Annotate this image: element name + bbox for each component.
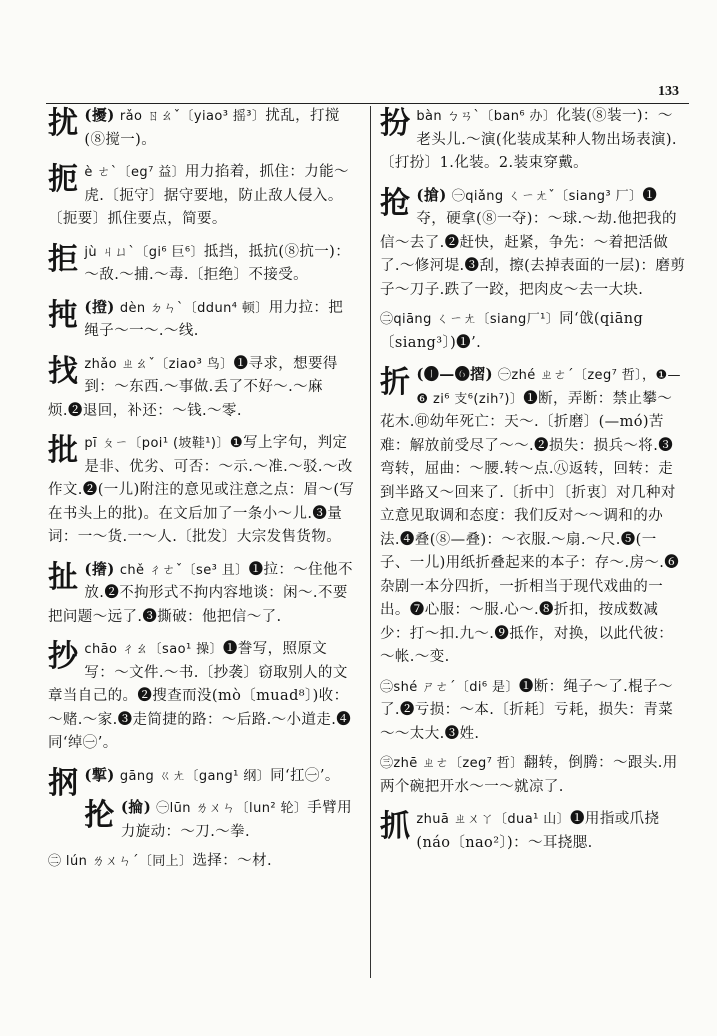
entry-headword: 找: [48, 353, 79, 389]
entry-pronunciation: ㊀zhé ㄓㄜˊ〔zeg⁷ 哲〕，❶—❻ zi⁶ 支⁶(zih⁷)〕: [416, 368, 681, 407]
entry: [48, 160, 356, 232]
entry-pronunciation: zhuā ㄓㄨㄚ〔dua¹ 山〕: [416, 812, 571, 827]
entry-definition: ❶断：绳子～了.棍子～了.❷亏损：～本.〔折耗〕亏耗，损失：青菜～～太大.❸姓.: [380, 678, 674, 742]
entry-headword: 折: [380, 365, 411, 400]
entry-pronunciation: gāng ㄍㄤ〔gang¹ 纲〕: [119, 768, 271, 784]
entry-headword: 拒: [48, 241, 79, 277]
entry-variant: (掄): [120, 798, 152, 816]
entry-pronunciation: ㊂zhē ㄓㄜ〔zeg⁷ 哲〕: [380, 756, 524, 771]
entry-variant: (撦): [84, 559, 115, 578]
entry-definition: ❶誊写，照原文写：～文件.～书.〔抄袭〕窃取别人的文章当自己的。❷搜查而没(mò〔muad⁸〕)收：～赌.～家.❸走简捷的路：～后路.～小道走.❹同‘绰㊀’。: [48, 641, 352, 751]
entry-sub-reading: [48, 850, 356, 874]
entry-sub-reading: [380, 308, 686, 355]
entry-headword: 扯: [48, 559, 79, 595]
entry: [48, 637, 356, 756]
entry-sub-reading: [380, 676, 686, 747]
entry-pronunciation: pī ㄆㄧ〔poi¹ (坡鞋¹)〕: [84, 436, 230, 451]
entry-definition: ❶夺，硬拿(⑧一夺)：～球.～劫.他把我的信～去了.❷赶快，赶紧，争先：～着把活做了.～修河堤.❸刮，擦(去掉表面的一层)：磨剪子～刀子.跌了一跤，把肉皮～去一大块.: [380, 187, 686, 298]
entry-pronunciation: ㊁qiāng ㄑㄧㄤ〔siang厂¹〕: [380, 312, 560, 327]
entry-pronunciation: zhǎo ㄓㄠˇ〔ziao³ 鸟〕: [84, 356, 234, 372]
entry-pronunciation: ㊁shé ㄕㄜˊ〔di⁶ 是〕: [380, 679, 519, 695]
entry-definition: ❶用指或爪挠(náo〔nao²〕)：～耳挠腮.: [416, 811, 660, 851]
entry-definition: 用力拉：把绳子～一～.～线.: [84, 299, 344, 339]
entry-definition: 扰乱，打搅(⑧搅一)。: [84, 108, 340, 148]
entry-definition: 手臂用力旋动：～刀.～拳.: [120, 800, 352, 840]
entry: [48, 796, 356, 844]
entry-definition: 选择：～材.: [192, 853, 272, 869]
entry: [48, 104, 356, 152]
entry-headword: 扽: [48, 297, 79, 333]
entry-pronunciation: è ㄜˋ〔eg⁷ 益〕: [84, 165, 186, 180]
entry-definition: 抵挡，抵抗(⑧抗一)：～敌.～捕.～毒.〔拒绝〕不接受。: [84, 243, 351, 283]
entry-pronunciation: ㊁ lún ㄌㄨㄣˊ〔同上〕: [48, 854, 193, 869]
entry: [380, 104, 686, 176]
left-column: [48, 104, 356, 882]
entry: [380, 807, 686, 855]
entry-headword: 批: [48, 433, 79, 468]
entry-definition: 同‘扛㊀’。: [270, 767, 340, 784]
entry-pronunciation: chě ㄔㄜˇ〔se³ 且〕: [119, 562, 249, 578]
entry-variant: (❶—❻摺): [416, 365, 494, 383]
entry-headword: 扰: [48, 106, 79, 141]
entry-pronunciation: chāo ㄔㄠ〔sao¹ 操〕: [84, 642, 223, 657]
right-column: [380, 104, 686, 863]
entry-headword: 抄: [48, 639, 79, 674]
entry: [48, 296, 356, 344]
entry: [48, 431, 356, 550]
entry-headword: 抢: [380, 185, 411, 221]
entry: [380, 184, 686, 303]
column-divider: [370, 106, 371, 978]
entry-headword: 扼: [48, 162, 79, 197]
entry-definition: ❶写上字句，判定是非、优劣、可否：～示.～准.～驳.～改作文.❷(一儿)附注的意见或注意之点：眉～(写在书头上的批)。在文后加了一条小～儿.❸量词：一～货.一～人.〔批发〕大宗发售货物。: [48, 435, 355, 545]
entry-pronunciation: bàn ㄅㄢˋ〔ban⁶ 办〕: [416, 109, 557, 124]
entry-headword: 抓: [380, 809, 411, 844]
entry-definition: ❶拉：～住他不放.❷不拘形式不拘内容地谈：闲～.不要把问题～远了.❸撕破：他把信～了.: [48, 561, 353, 625]
entry-variant: (撜): [84, 297, 115, 316]
entry-pronunciation: jù ㄐㄩˋ〔gi⁶ 巨⁶〕: [84, 244, 204, 260]
entry-variant: (擾): [84, 106, 115, 124]
entry-definition: 翻转，倒腾：～跟头.用两个碗把开水～一～就凉了.: [380, 755, 678, 795]
entry-definition: ❶寻求，想要得到：～东西.～事做.丢了不好～.～麻烦.❷退回，补还：～钱.～零.: [48, 355, 338, 419]
entry-definition: 用力掐着，抓住：力能～虎.〔扼守〕据守要地，防止敌人侵入。〔扼要〕抓住要点，简要。: [48, 164, 349, 227]
entry-variant: (㨻): [84, 765, 115, 784]
entry-definition: ❶断，弄断：禁止攀～花木.㊞幼年死亡：天～.〔折磨〕(—mó)苦难：解放前受尽了～～.❷损失：损兵～将.❸弯转，屈曲：～腰.转～点.㊇返转，回转：走到半路又～回来了.〔折中〕〔折衷〕对几种对立意见取调和态度：我们反对～～调和的办法.❹叠(⑧—叠)：～衣服.～扇.～尺.❺(一子、一儿)用纸折叠起来的本子：存～.房～.❻杂剧一本分四折，一折相当于现代戏曲的一出。❼心服：～服.心～.❽折扣，按成数减少：打～扣.九～.❾抵作，对换，以此代彼：～帐.～变.: [380, 390, 680, 665]
page-number: 133: [658, 84, 679, 99]
entry-pronunciation: ㊀lūn ㄌㄨㄣ〔lun² 轮〕: [156, 801, 308, 816]
entry-definition: 化装(⑧装一)：～老头儿.～演(化装成某种人物出场表演).〔打扮〕1.化装。2.装束穿戴。: [380, 108, 677, 171]
entry-definition: 同‘戗(qiāng〔siang³〕)❶’.: [380, 311, 644, 351]
entry: [380, 363, 686, 670]
entry: [48, 558, 356, 630]
entry-headword: 㧏: [48, 765, 79, 801]
entry-sub-reading: [380, 752, 686, 799]
entry: [48, 240, 356, 288]
entry: [48, 764, 356, 801]
entry: [48, 352, 356, 424]
entry-pronunciation: ㊀qiǎng ㄑㄧㄤˇ〔siang³ 厂〕: [451, 188, 643, 204]
entry-pronunciation: dèn ㄉㄣˋ〔ddun⁴ 顿〕: [119, 300, 269, 316]
entry-variant: (搶): [416, 185, 447, 204]
entry-pronunciation: rǎo ㄖㄠˇ〔yiao³ 摇³〕: [119, 109, 266, 124]
entry-headword: 抡: [84, 798, 115, 833]
entry-headword: 扮: [380, 106, 411, 141]
